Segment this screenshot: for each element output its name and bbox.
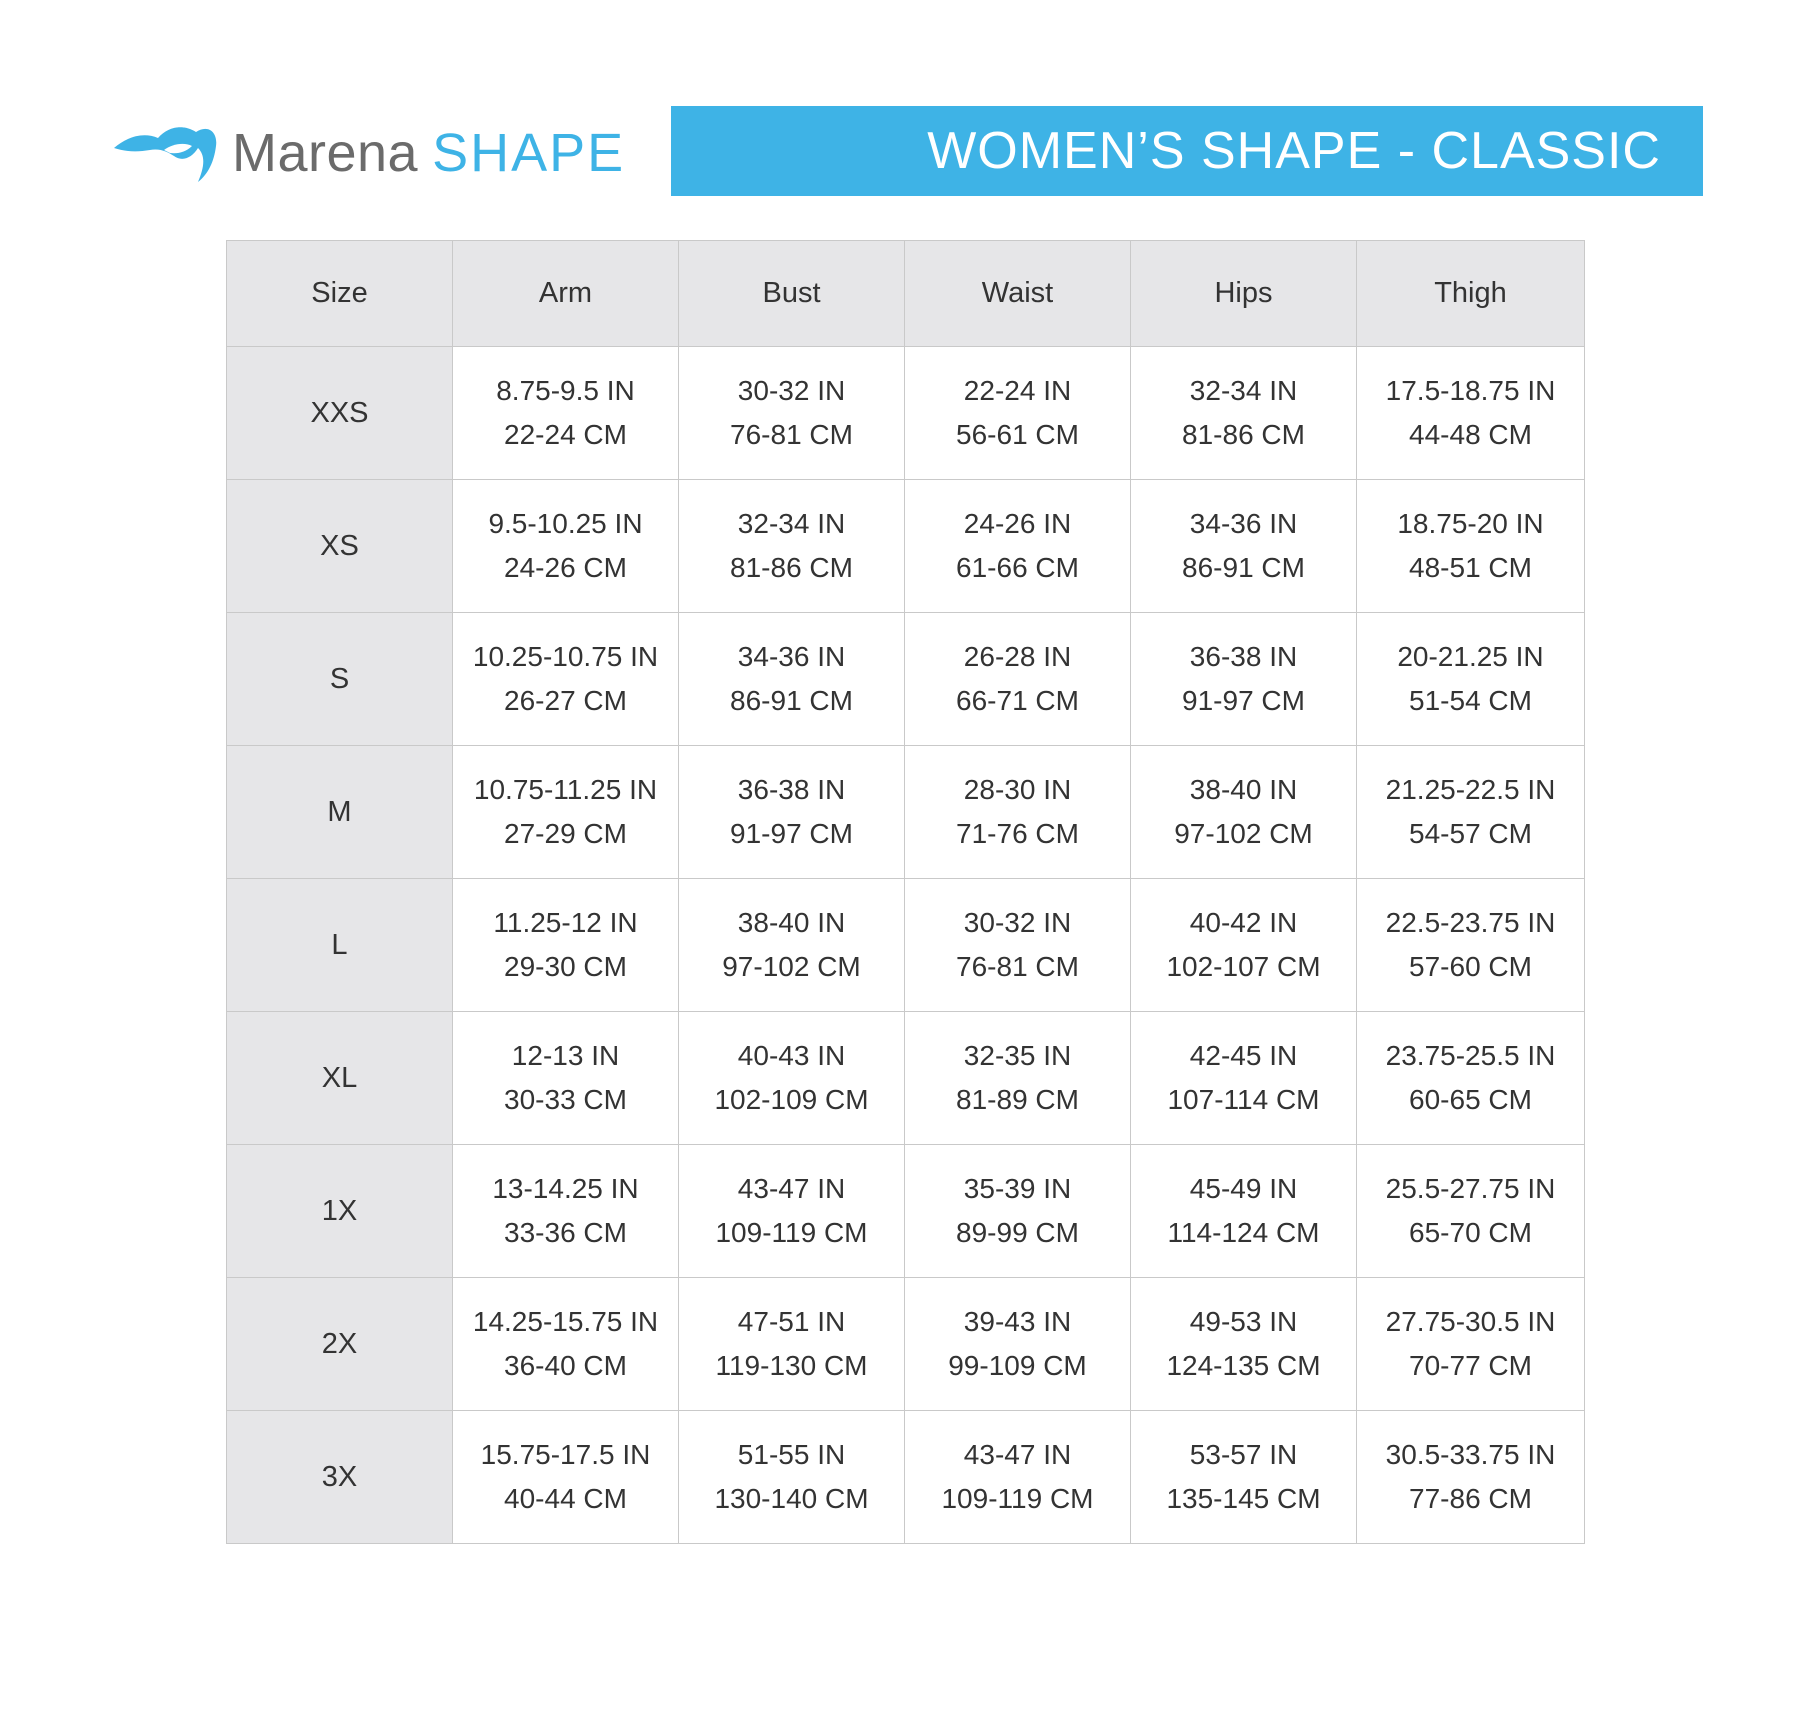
measurement-cell-hips xyxy=(1131,480,1357,613)
measurement-cell-arm xyxy=(453,347,679,480)
page-title: WOMEN’S SHAPE - CLASSIC xyxy=(927,122,1661,180)
measurement-cell-hips xyxy=(1131,879,1357,1012)
centimeters-value: 33-36 CM xyxy=(504,1217,627,1248)
measurement-cell-waist xyxy=(905,879,1131,1012)
inches-value: 10.75-11.25 IN xyxy=(473,774,658,805)
measurement-cell-thigh xyxy=(1357,1278,1585,1411)
centimeters-value: 76-81 CM xyxy=(730,419,853,450)
centimeters-value: 114-124 CM xyxy=(1167,1217,1320,1248)
centimeters-value: 89-99 CM xyxy=(956,1217,1079,1248)
inches-value: 13-14.25 IN xyxy=(492,1173,639,1204)
inches-value: 20-21.25 IN xyxy=(1397,641,1544,672)
size-label: S xyxy=(227,613,453,746)
centimeters-value: 86-91 CM xyxy=(1182,552,1305,583)
size-label: 2X xyxy=(227,1278,453,1411)
table-row xyxy=(227,1012,1585,1145)
measurement-cell-bust xyxy=(679,1012,905,1145)
measurement-cell-waist xyxy=(905,1012,1131,1145)
centimeters-value: 130-140 CM xyxy=(714,1483,869,1514)
inches-value: 17.5-18.75 IN xyxy=(1385,375,1556,406)
centimeters-value: 66-71 CM xyxy=(956,685,1079,716)
inches-value: 32-34 IN xyxy=(1189,375,1298,406)
table-row xyxy=(227,746,1585,879)
inches-value: 35-39 IN xyxy=(963,1173,1072,1204)
inches-value: 25.5-27.75 IN xyxy=(1385,1173,1556,1204)
inches-value: 28-30 IN xyxy=(963,774,1072,805)
inches-value: 27.75-30.5 IN xyxy=(1385,1306,1556,1337)
centimeters-value: 60-65 CM xyxy=(1409,1084,1532,1115)
table-header xyxy=(227,241,1585,347)
centimeters-value: 30-33 CM xyxy=(504,1084,627,1115)
measurement-cell-arm xyxy=(453,1012,679,1145)
centimeters-value: 97-102 CM xyxy=(1174,818,1313,849)
centimeters-value: 109-119 CM xyxy=(941,1483,1094,1514)
centimeters-value: 91-97 CM xyxy=(730,818,853,849)
centimeters-value: 102-107 CM xyxy=(1166,951,1321,982)
table-row xyxy=(227,1411,1585,1544)
measurement-cell-hips xyxy=(1131,1411,1357,1544)
centimeters-value: 36-40 CM xyxy=(504,1350,627,1381)
inches-value: 15.75-17.5 IN xyxy=(480,1439,651,1470)
centimeters-value: 26-27 CM xyxy=(504,685,627,716)
column-header-waist: Waist xyxy=(905,241,1131,347)
measurement-cell-arm xyxy=(453,1411,679,1544)
centimeters-value: 48-51 CM xyxy=(1409,552,1532,583)
marena-wave-logo-icon xyxy=(112,118,220,188)
column-header-thigh: Thigh xyxy=(1357,241,1585,347)
inches-value: 38-40 IN xyxy=(737,907,846,938)
size-label: XL xyxy=(227,1012,453,1145)
inches-value: 53-57 IN xyxy=(1189,1439,1298,1470)
inches-value: 21.25-22.5 IN xyxy=(1385,774,1556,805)
centimeters-value: 107-114 CM xyxy=(1167,1084,1320,1115)
measurement-cell-bust xyxy=(679,879,905,1012)
logo-wordmark xyxy=(232,123,626,183)
measurement-cell-waist xyxy=(905,347,1131,480)
table-body xyxy=(227,347,1585,1544)
inches-value: 43-47 IN xyxy=(737,1173,846,1204)
inches-value: 36-38 IN xyxy=(737,774,846,805)
size-label: M xyxy=(227,746,453,879)
table-row xyxy=(227,1145,1585,1278)
brand-logo xyxy=(112,118,625,188)
size-chart-table xyxy=(226,240,1585,1544)
measurement-cell-hips xyxy=(1131,1278,1357,1411)
centimeters-value: 57-60 CM xyxy=(1409,951,1532,982)
measurement-cell-bust xyxy=(679,1145,905,1278)
measurement-cell-hips xyxy=(1131,347,1357,480)
measurement-cell-arm xyxy=(453,1278,679,1411)
inches-value: 22-24 IN xyxy=(963,375,1072,406)
centimeters-value: 44-48 CM xyxy=(1409,419,1532,450)
table-row xyxy=(227,347,1585,480)
inches-value: 11.25-12 IN xyxy=(493,907,638,938)
measurement-cell-arm xyxy=(453,613,679,746)
centimeters-value: 40-44 CM xyxy=(504,1483,627,1514)
table-row xyxy=(227,1278,1585,1411)
centimeters-value: 86-91 CM xyxy=(730,685,853,716)
measurement-cell-thigh xyxy=(1357,1145,1585,1278)
centimeters-value: 54-57 CM xyxy=(1409,818,1532,849)
inches-value: 30-32 IN xyxy=(737,375,846,406)
inches-value: 38-40 IN xyxy=(1189,774,1298,805)
inches-value: 30.5-33.75 IN xyxy=(1385,1439,1556,1470)
table-row xyxy=(227,613,1585,746)
measurement-cell-waist xyxy=(905,746,1131,879)
centimeters-value: 51-54 CM xyxy=(1409,685,1532,716)
measurement-cell-waist xyxy=(905,480,1131,613)
measurement-cell-thigh xyxy=(1357,1411,1585,1544)
measurement-cell-hips xyxy=(1131,746,1357,879)
centimeters-value: 97-102 CM xyxy=(722,951,861,982)
inches-value: 32-34 IN xyxy=(737,508,846,539)
column-header-bust: Bust xyxy=(679,241,905,347)
measurement-cell-thigh xyxy=(1357,879,1585,1012)
inches-value: 34-36 IN xyxy=(1189,508,1298,539)
measurement-cell-waist xyxy=(905,613,1131,746)
measurement-cell-bust xyxy=(679,347,905,480)
header-row xyxy=(227,241,1585,347)
inches-value: 42-45 IN xyxy=(1189,1040,1298,1071)
centimeters-value: 56-61 CM xyxy=(956,419,1079,450)
centimeters-value: 70-77 CM xyxy=(1409,1350,1532,1381)
inches-value: 40-43 IN xyxy=(737,1040,846,1071)
centimeters-value: 81-89 CM xyxy=(956,1084,1079,1115)
centimeters-value: 109-119 CM xyxy=(715,1217,868,1248)
measurement-cell-waist xyxy=(905,1411,1131,1544)
inches-value: 10.25-10.75 IN xyxy=(472,641,659,672)
centimeters-value: 91-97 CM xyxy=(1182,685,1305,716)
logo-brand-text: Marena xyxy=(232,123,419,183)
centimeters-value: 71-76 CM xyxy=(956,818,1079,849)
measurement-cell-arm xyxy=(453,480,679,613)
size-label: L xyxy=(227,879,453,1012)
centimeters-value: 29-30 CM xyxy=(504,951,627,982)
inches-value: 43-47 IN xyxy=(963,1439,1072,1470)
inches-value: 22.5-23.75 IN xyxy=(1385,907,1556,938)
inches-value: 36-38 IN xyxy=(1189,641,1298,672)
inches-value: 8.75-9.5 IN xyxy=(496,375,635,406)
centimeters-value: 76-81 CM xyxy=(956,951,1079,982)
measurement-cell-hips xyxy=(1131,1012,1357,1145)
centimeters-value: 119-130 CM xyxy=(715,1350,868,1381)
centimeters-value: 65-70 CM xyxy=(1409,1217,1532,1248)
measurement-cell-arm xyxy=(453,1145,679,1278)
column-header-size: Size xyxy=(227,241,453,347)
centimeters-value: 102-109 CM xyxy=(714,1084,869,1115)
inches-value: 24-26 IN xyxy=(963,508,1072,539)
inches-value: 23.75-25.5 IN xyxy=(1385,1040,1556,1071)
measurement-cell-bust xyxy=(679,480,905,613)
size-label: 1X xyxy=(227,1145,453,1278)
inches-value: 39-43 IN xyxy=(963,1306,1072,1337)
measurement-cell-thigh xyxy=(1357,347,1585,480)
measurement-cell-arm xyxy=(453,879,679,1012)
centimeters-value: 24-26 CM xyxy=(504,552,627,583)
inches-value: 9.5-10.25 IN xyxy=(488,508,643,539)
inches-value: 40-42 IN xyxy=(1189,907,1298,938)
inches-value: 47-51 IN xyxy=(737,1306,846,1337)
centimeters-value: 99-109 CM xyxy=(948,1350,1087,1381)
inches-value: 12-13 IN xyxy=(511,1040,620,1071)
measurement-cell-bust xyxy=(679,1411,905,1544)
measurement-cell-bust xyxy=(679,613,905,746)
size-label: XXS xyxy=(227,347,453,480)
measurement-cell-thigh xyxy=(1357,1012,1585,1145)
measurement-cell-arm xyxy=(453,746,679,879)
centimeters-value: 77-86 CM xyxy=(1409,1483,1532,1514)
inches-value: 30-32 IN xyxy=(963,907,1072,938)
inches-value: 14.25-15.75 IN xyxy=(472,1306,659,1337)
measurement-cell-bust xyxy=(679,1278,905,1411)
size-label: 3X xyxy=(227,1411,453,1544)
inches-value: 45-49 IN xyxy=(1189,1173,1298,1204)
inches-value: 26-28 IN xyxy=(963,641,1072,672)
measurement-cell-waist xyxy=(905,1278,1131,1411)
inches-value: 51-55 IN xyxy=(737,1439,846,1470)
centimeters-value: 81-86 CM xyxy=(1182,419,1305,450)
logo-sub-text: SHAPE xyxy=(432,123,626,183)
column-header-hips: Hips xyxy=(1131,241,1357,347)
measurement-cell-hips xyxy=(1131,1145,1357,1278)
centimeters-value: 81-86 CM xyxy=(730,552,853,583)
centimeters-value: 61-66 CM xyxy=(956,552,1079,583)
size-label: XS xyxy=(227,480,453,613)
measurement-cell-thigh xyxy=(1357,480,1585,613)
table-row xyxy=(227,879,1585,1012)
inches-value: 49-53 IN xyxy=(1189,1306,1298,1337)
title-banner xyxy=(671,106,1703,196)
measurement-cell-thigh xyxy=(1357,613,1585,746)
column-header-arm: Arm xyxy=(453,241,679,347)
table-row xyxy=(227,480,1585,613)
centimeters-value: 124-135 CM xyxy=(1166,1350,1321,1381)
measurement-cell-thigh xyxy=(1357,746,1585,879)
inches-value: 34-36 IN xyxy=(737,641,846,672)
centimeters-value: 27-29 CM xyxy=(504,818,627,849)
measurement-cell-hips xyxy=(1131,613,1357,746)
centimeters-value: 22-24 CM xyxy=(504,419,627,450)
measurement-cell-bust xyxy=(679,746,905,879)
measurement-cell-waist xyxy=(905,1145,1131,1278)
inches-value: 18.75-20 IN xyxy=(1397,508,1544,539)
inches-value: 32-35 IN xyxy=(963,1040,1072,1071)
centimeters-value: 135-145 CM xyxy=(1166,1483,1321,1514)
